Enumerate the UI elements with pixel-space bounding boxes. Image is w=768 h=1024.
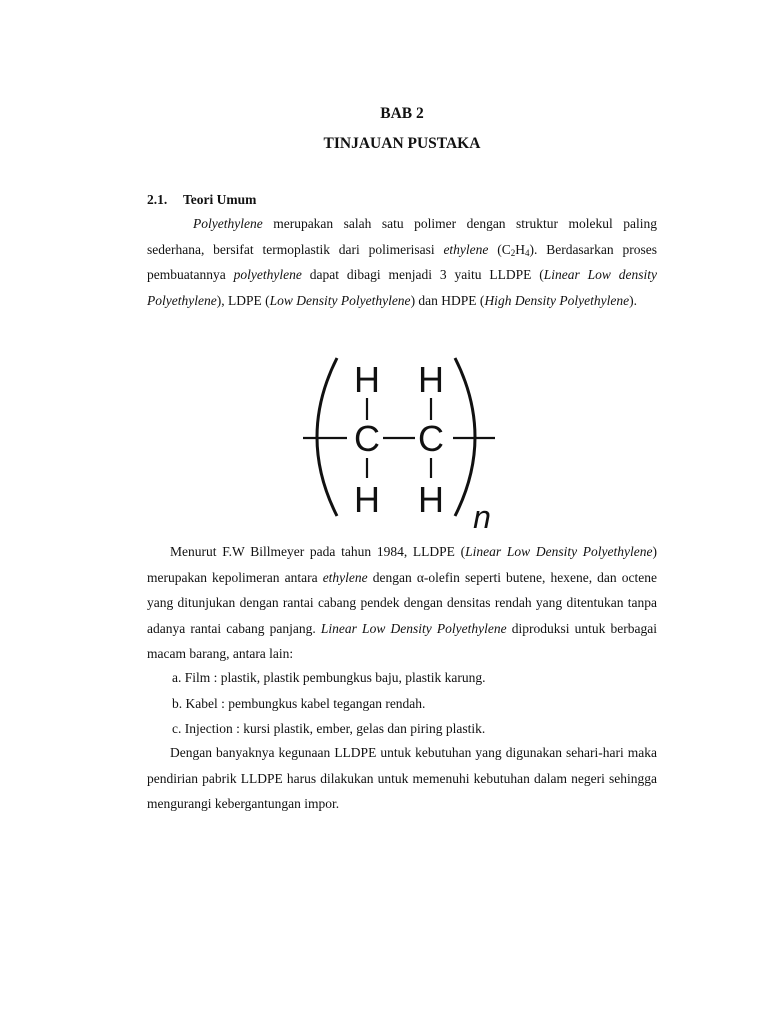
list-item: b. Kabel : pembungkus kabel tegangan rendah. <box>172 695 426 711</box>
repeat-subscript-n: n <box>473 499 491 535</box>
section-number: 2.1. <box>147 192 168 207</box>
atom-h-top-right: H <box>418 359 444 400</box>
paragraph-billmeyer: Menurut F.W Billmeyer pada tahun 1984, LLDPE (Linear Low Density Polyethylene) merupakan kepolimeran antara ethylene dengan α-olefin seperti butene, hexene, dan octene yang ditunjukan dengan rantai cabang pendek dengan densitas rendah yang ditentukan tanpa adanya rantai cabang panjang. Linear Low Density Polyethylene diproduksi untuk berbagai macam barang, antara lain: <box>147 544 658 661</box>
chapter-title: TINJAUAN PUSTAKA <box>323 135 481 152</box>
polyethylene-structure-diagram <box>295 350 510 535</box>
paragraph-intro: Polyethylene merupakan salah satu polimer dengan struktur molekul paling sederhana, bersifat termoplastik dari polimerisasi ethylene $(C_2H_4)$. Berdasarkan proses pembuatannya polyethylene dapat dibagi menjadi 3 yaitu LLDPE (Linear Low density Polyethylene), LDPE (Low Density Polyethylene) dan HDPE (High Density Polyethylene). <box>147 216 657 308</box>
atom-c-left: C <box>354 418 380 459</box>
chapter-number: BAB 2 <box>380 105 424 122</box>
atom-h-bottom-left: H <box>354 479 380 520</box>
section-title: Teori Umum <box>183 192 257 207</box>
paragraph-conclusion: Dengan banyaknya kegunaan LLDPE untuk kebutuhan yang digunakan sehari-hari maka pendirian pabrik LLDPE harus dilakukan untuk memenuhi kebutuhan dalam negeri sehingga mengurangi kebergantungan impor. <box>147 745 657 811</box>
section-heading <box>147 192 256 208</box>
usage-list <box>172 665 485 742</box>
atom-h-top-left: H <box>354 359 380 400</box>
list-item: c. Injection : kursi plastik, ember, gelas dan piring plastik. <box>172 721 486 736</box>
atom-c-right: C <box>418 418 444 459</box>
list-item: a. Film : plastik, plastik pembungkus baju, plastik karung. <box>172 670 486 685</box>
atom-h-bottom-right: H <box>418 479 444 520</box>
